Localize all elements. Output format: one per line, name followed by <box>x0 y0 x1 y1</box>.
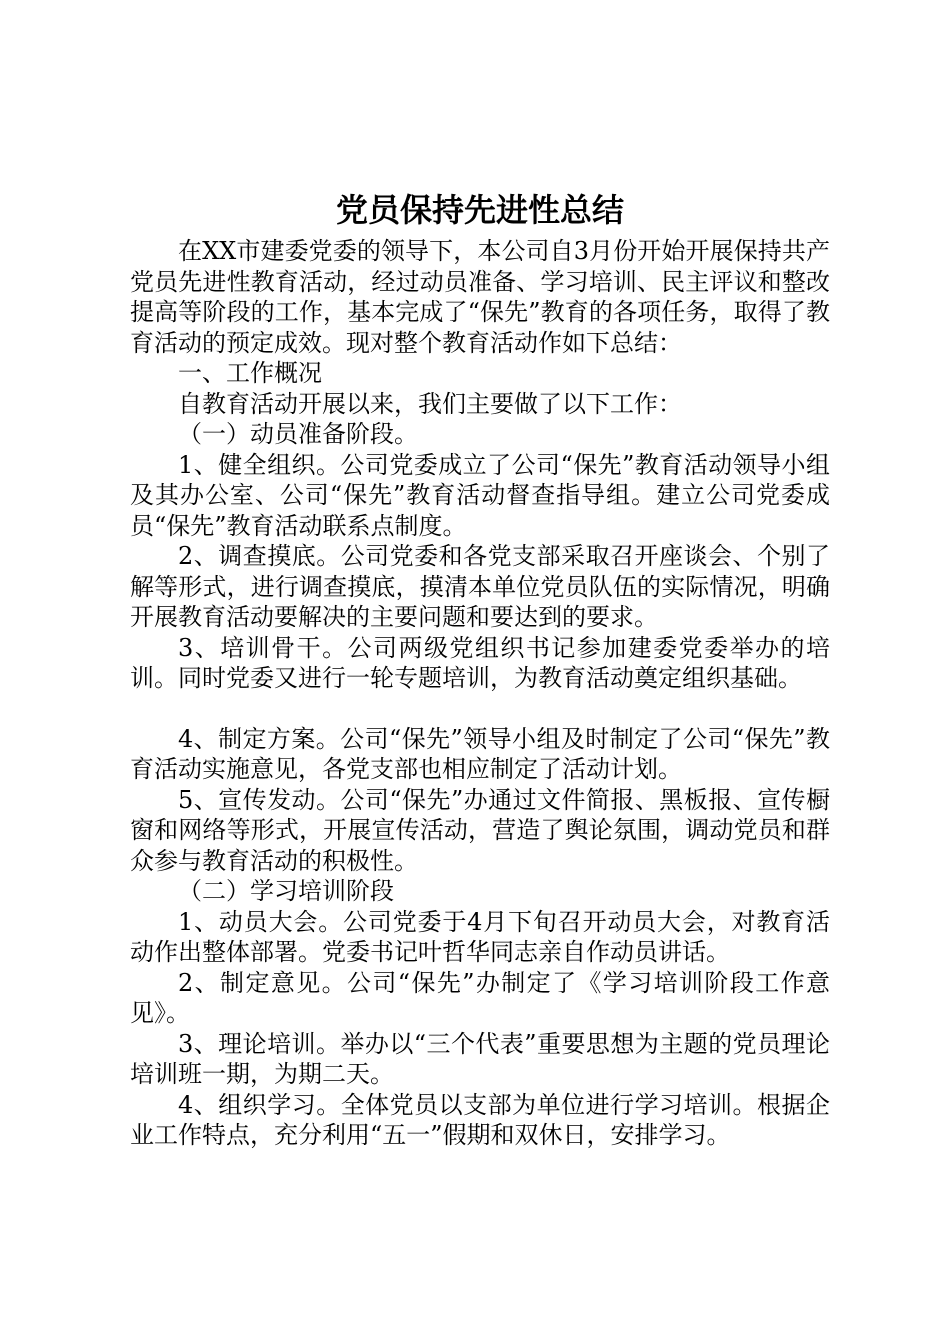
subsection-heading-preparation: （一）动员准备阶段。 <box>178 420 418 448</box>
list-item-survey: 2、调查摸底。公司党委和各党支部采取召开座谈会、个别了解等形式，进行调查摸底，摸清本单位党员队伍的实际情况，明确开展教育活动要解决的主要问题和要达到的要求。 <box>130 542 830 631</box>
list-item-organization: 1、健全组织。公司党委成立了公司“保先”教育活动领导小组及其办公室、公司“保先”教育活动督查指导组。建立公司党委成员“保先”教育活动联系点制度。 <box>130 450 830 540</box>
intro-paragraph: 在XX市建委党委的领导下，本公司自3月份开始开展保持共产党员先进性教育活动，经过动员准备、学习培训、民主评议和整改提高等阶段的工作，基本完成了“保先”教育的各项任务，取得了教育活动的预定成效。现对整个教育活动作如下总结： <box>130 237 830 357</box>
document-title: 党员保持先进性总结 <box>335 191 624 229</box>
list-item-opinion: 2、制定意见。公司“保先”办制定了《学习培训阶段工作意见》。 <box>130 968 830 1027</box>
list-item-study: 4、组织学习。全体党员以支部为单位进行学习培训。根据企业工作特点，充分利用“五一”假期和双休日，安排学习。 <box>130 1090 830 1149</box>
list-item-mobilization: 1、动员大会。公司党委于4月下旬召开动员大会，对教育活动作出整体部署。党委书记叶哲华同志亲自作动员讲话。 <box>130 907 830 966</box>
paragraph-gap <box>130 694 830 724</box>
subsection-heading-study: （二）学习培训阶段 <box>178 877 394 905</box>
list-item-training: 3、培训骨干。公司两级党组织书记参加建委党委举办的培训。同时党委又进行一轮专题培训，为教育活动奠定组织基础。 <box>130 633 830 692</box>
list-item-plan: 4、制定方案。公司“保先”领导小组及时制定了公司“保先”教育活动实施意见，各党支部也相应制定了活动计划。 <box>130 724 830 783</box>
section-heading-overview: 一、工作概况 <box>178 359 322 387</box>
overview-paragraph: 自教育活动开展以来，我们主要做了以下工作： <box>178 389 682 418</box>
list-item-publicity: 5、宣传发动。公司“保先”办通过文件简报、黑板报、宣传橱窗和网络等形式，开展宣传活动，营造了舆论氛围，调动党员和群众参与教育活动的积极性。 <box>130 785 830 875</box>
list-item-theory: 3、理论培训。举办以“三个代表”重要思想为主题的党员理论培训班一期，为期二天。 <box>130 1029 830 1088</box>
document-body <box>130 188 830 1151</box>
